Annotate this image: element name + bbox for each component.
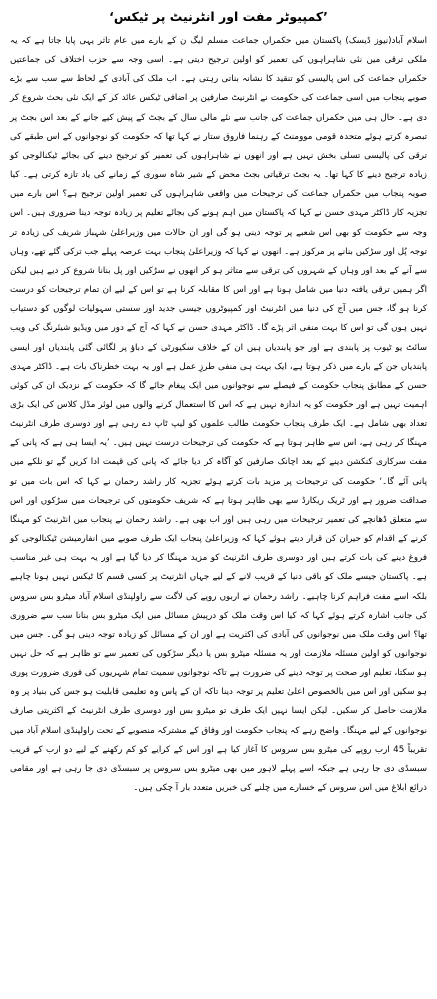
article-body [10,32,427,798]
article-paragraph: اسلام آباد(نیوز ڈیسک) پاکستان میں حکمراں جماعت مسلم لیگ ن کے بارے میں عام تاثر یہی پایا جاتا ہے کہ یہ ملکی ترقی میں نئی شاہراہوں کی تعمیر کو اولین ترجیح دیتی ہے۔ اسی وجہ سے حزب اختلاف کی جماعتیں حکمراں جماعت کی اس پالیسی کو تنقید کا نشانہ بناتی رہتی ہے۔ اب ملک کی آبادی کے لحاظ سے سب سے بڑے صوبے پنجاب میں اسی جماعت کی حکومت نے انٹرنیٹ صارفین پر اضافی ٹیکس عائد کر کے ایک نئی بحث شروع کر دی ہے۔ حال ہی میں حکمراں جماعت کی جانب سے نئے مالی سال کے بجٹ کے پیش کیے جانے کے بعد اس بجٹ پر تبصرہ کرتے ہوئے متحدہ قومی موومنٹ کے رہنما فاروق ستار نے کہا تھا کہ حکومت کو نوجوانوں کے اس طبقے کی ترقی کی پالیسی تسلی بخش نہیں ہے اور انھوں نے شاہراہوں کی تعمیر کو ترجیح دینے کی بجائے ٹیکنالوجی کو زیادہ ترجیح دینے کا کہا تھا۔ یہ بجٹ ترقیاتی بجٹ محض کے شیر شاہ سوری کے زمانے کی یاد تازہ کرتی ہے۔ کیا صوبہ پنجاب میں حکمراں جماعت کی ترجیحات میں واقعی شاہراہوں کی تعمیر اولین ترجیح ہے؟ اس بارے میں تجزیہ کار ڈاکٹر مہدی حسن نے کہا کہ پاکستان میں اہم ہونے کی بجائے تعلیم پر زیادہ توجہ دینا ضروری ہیں۔ اس وجہ سے حکومت کو بھی اس شعبے پر توجہ دینی ہو گی اور ان حالات میں وزیراعلیٰ شہباز شریف کی زیادہ تر توجہ پُل اور سڑکیں بنانے پر مرکوز ہے۔ انھوں نے کہا کہ وزیراعلیٰ پنجاب بہت عرصہ پہلے جب ترکی گئے تھے، وہاں سے آنے کے بعد اور وہاں کے شہروں کی ترقی سے متاثر ہو کر انھوں نے سڑکیں اور پل بنانا شروع کر دیے ہیں لیکن اگر ہمیں ترقی یافتہ دنیا میں شامل ہونا ہے اور اس کا مقابلہ کرنا ہے تو اس کے لیے ان تمام ترجیحات کو درست کرنا ہو گا، جس میں آج کی دنیا میں انٹرنیٹ اور کمپیوٹروں جیسی جدید اور سستی سہولیات لوگوں کو دستیاب نہیں ہوں گی تو اس کا بہت منفی اثر پڑے گا۔ ڈاکٹر مہدی حسن نے کہا کہ آج کے دور میں ویڈیو شیئرنگ کی ویب سائٹ یو ٹیوب پر پابندی ہے اور جو پابندیاں ہیں ان کے خلاف سکیورٹی کے دباؤ پر لگائی گئی پابندیاں اور ایسی پابندیاں جن کے بارے میں ذکر ہوتا ہے، ایک بہت ہی منفی طرزِ عمل ہے اور یہ بہت خطرناک بات ہے۔ ڈاکٹر مہدی حسن کے مطابق پنجاب حکومت کے فیصلے سے نوجوانوں میں ایک پیغام جائے گا کہ حکومت کے نزدیک ان کی کوئی اہمیت نہیں ہے اور حکومت کو یہ اندازہ نہیں ہے کہ اس کا استعمال کرنے والوں میں لوئر مڈل کلاس کی ایک بڑی تعداد بھی شامل ہے۔ ایک طرف پنجاب حکومت طالب علموں کو لیپ ٹاپ دے رہی ہے اور دوسری طرف انٹرنیٹ مہنگا کر رہی ہے، اس سے ظاہر ہوتا ہے کہ حکومت کی ترجیحات درست نہیں ہیں۔ ’یہ ایسا ہی ہے کہ پانی کے مفت سرکاری کنکشن دینے کے بعد اچانک صارفین کو آگاہ کر دیا جائے کہ پانی کی قیمت ادا کریں گے تو نلکے میں پانی آئے گا۔‘ حکومت کی ترجیحات پر مزید بات کرتے ہوئے تجزیہ کار راشد رحمان نے کہا کہ اس بات میں تو صداقت ضرور ہے اور ٹریک ریکارڈ سے بھی ظاہر ہوتا ہے کہ شریف حکومتوں کی ترجیحات میں سڑکوں اور اس سے متعلق ڈھانچے کی تعمیر ترجیحات میں رہی ہیں اور اب بھی ہے۔ راشد رحمان نے پنجاب میں انٹرنیٹ کو مہنگا کرنے کے اقدام کو حیران کن قرار دیتے ہوئے کہا کہ وزیراعلیٰ پنجاب ایک طرف صوبے میں انفارمیشن ٹیکنالوجی کو فروغ دینے کی بات کرتے ہیں اور دوسری طرف انٹرنیٹ کو مزید مہنگا کر دیا گیا ہے اور یہ بہت ہی غیر مناسب ہے۔ پاکستان جیسے ملک کو باقی دنیا کے قریب لانے کے لیے جہاں انٹرنیٹ پر کسی قسم کا ٹیکس نہیں ہونا چاہیے بلکہ اسے مفت فراہم کرنا چاہیے۔ راشد رحمان نے اربوں روپے کی لاگت سے راولپنڈی اسلام آباد میٹرو بس سروس کی جانب اشارہ کرتے ہوئے کہا کہ کیا اس وقت ملک کو درپیش مسائل میں ایک میٹرو بس بنانا سب سے ضروری تھا؟ اس وقت ملک میں نوجوانوں کی آبادی کی اکثریت ہے اور ان کے مسائل کو زیادہ توجہ دینی ہو گی۔ جس میں نوجوانوں کو اولین مسئلہ ملازمت اور یہ مسئلہ میٹرو بس یا دیگر سڑکوں کی تعمیر سے تو ظاہر ہے کہ حل نہیں ہو سکتا، تعلیم اور صحت پر توجہ دینے کی ضرورت ہے تاکہ نوجوانوں سمیت تمام شہریوں کی فوری ضرورت پوری ہو سکیں اور اس میں بالخصوص اعلیٰ تعلیم پر توجہ دینا تاکہ ان کے پاس وہ تعلیمی قابلیت ہو جس کی بنیاد پر وہ ملازمت حاصل کر سکیں۔ لیکن ایسا نہیں ایک طرف تو میٹرو بس اور دوسری طرف انٹرنیٹ کے اکثریتی صارف نوجوانوں کے لیے مہنگا۔ واضح رہے کہ پنجاب حکومت اور وفاق کے مشترکہ منصوبے کے تحت راولپنڈی اسلام آباد میں تقریباً 45 ارب روپے کی میٹرو بس سروس کا آغاز کیا ہے اور اس کے کرایے کو کم رکھنے کے لیے دو ارب کے قریب سبسڈی دی جا رہی ہے جبکہ اسے پہلے لاہور میں بھی میٹرو بس سروس پر سبسڈی دی جا رہی ہے اور مقامی ذرائع ابلاغ میں اس سروس کے خسارے میں چلنے کی خبریں متعدد بار آ چکی ہیں۔ [10,36,427,794]
article-title: ’کمپیوٹر مفت اور انٹرنیٹ پر ٹیکس‘ [109,9,328,24]
